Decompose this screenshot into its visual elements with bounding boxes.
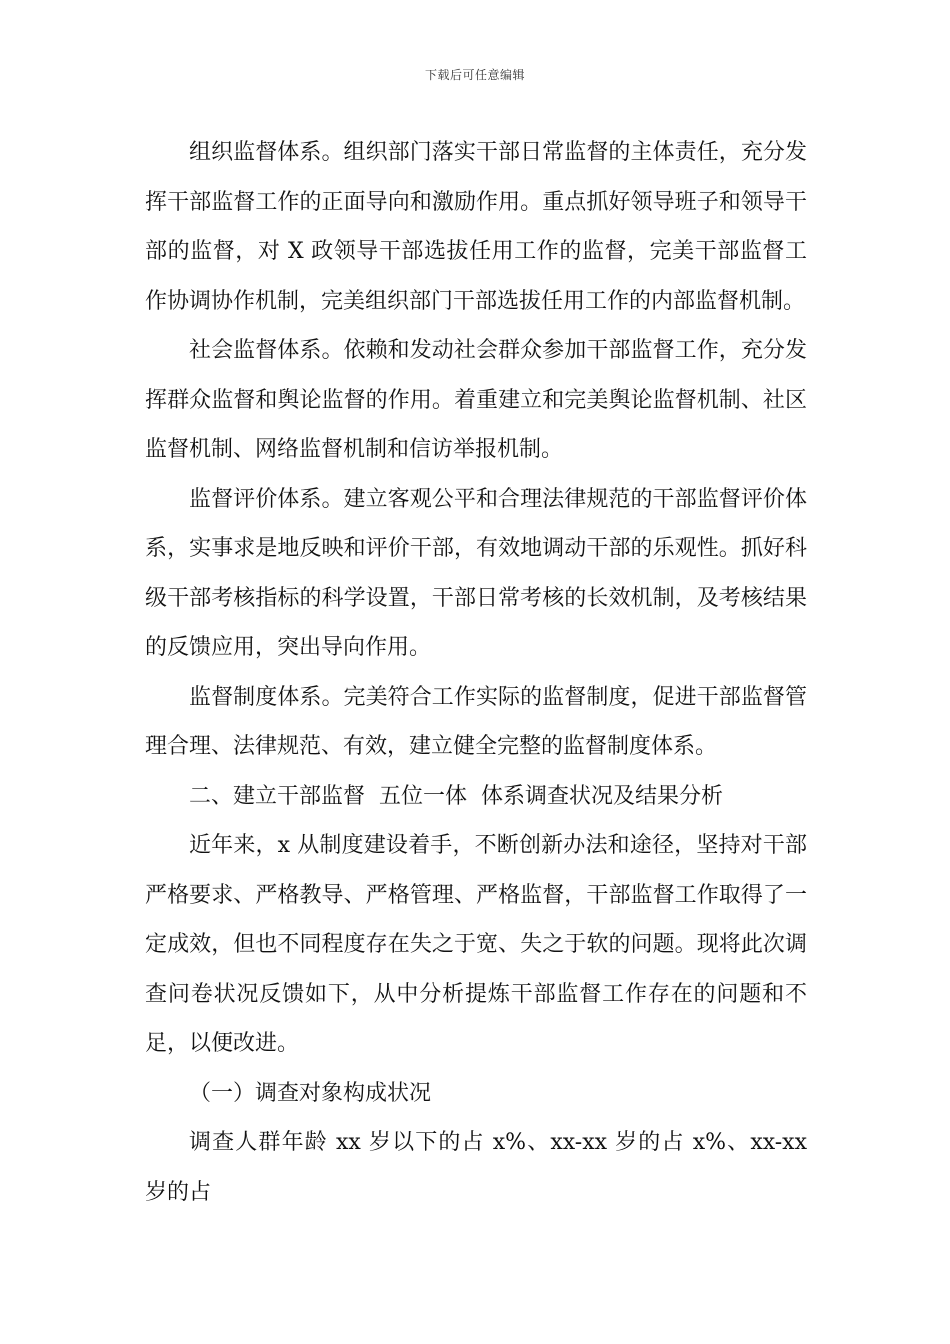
page-header-note: 下载后可任意编辑 xyxy=(424,68,525,82)
paragraph-survey-age: 调查人群年龄 xx 岁以下的占 x%、xx-xx 岁的占 x%、xx-xx 岁的占 xyxy=(145,1130,807,1205)
section-heading-2: 二、建立干部监督 五位一体 体系调查状况及结果分析 xyxy=(189,783,723,809)
paragraph-social-supervision: 社会监督体系。依赖和发动社会群众参加干部监督工作，充分发挥群众监督和舆论监督的作用。着重建立和完美舆论监督机制、社区监督机制、网络监督机制和信访举报机制。 xyxy=(145,338,807,462)
document-body xyxy=(145,128,807,1217)
paragraph-supervision-system: 监督制度体系。完美符合工作实际的监督制度，促进干部监督管理合理、法律规范、有效，建立健全完整的监督制度体系。 xyxy=(145,684,807,759)
paragraph-recent-years: 近年来，x 从制度建设着手，不断创新办法和途径，坚持对干部严格要求、严格教导、严格管理、严格监督，干部监督工作取得了一定成效，但也不同程度存在失之于宽、失之于软的问题。现将此次调查问卷状况反馈如下，从中分析提炼干部监督工作存在的问题和不足，以便改进。 xyxy=(145,833,807,1056)
subsection-heading-1: （一）调查对象构成状况 xyxy=(189,1080,432,1106)
paragraph-supervision-evaluation: 监督评价体系。建立客观公平和合理法律规范的干部监督评价体系，实事求是地反映和评价干部，有效地调动干部的乐观性。抓好科级干部考核指标的科学设置，干部日常考核的长效机制，及考核结果的反馈应用，突出导向作用。 xyxy=(145,486,807,660)
paragraph-organizational-supervision: 组织监督体系。组织部门落实干部日常监督的主体责任，充分发挥干部监督工作的正面导向和激励作用。重点抓好领导班子和领导干部的监督，对 X 政领导干部选拔任用工作的监督，完美干部监督工作协调协作机制，完美组织部门干部选拔任用工作的内部监督机制。 xyxy=(145,140,807,314)
